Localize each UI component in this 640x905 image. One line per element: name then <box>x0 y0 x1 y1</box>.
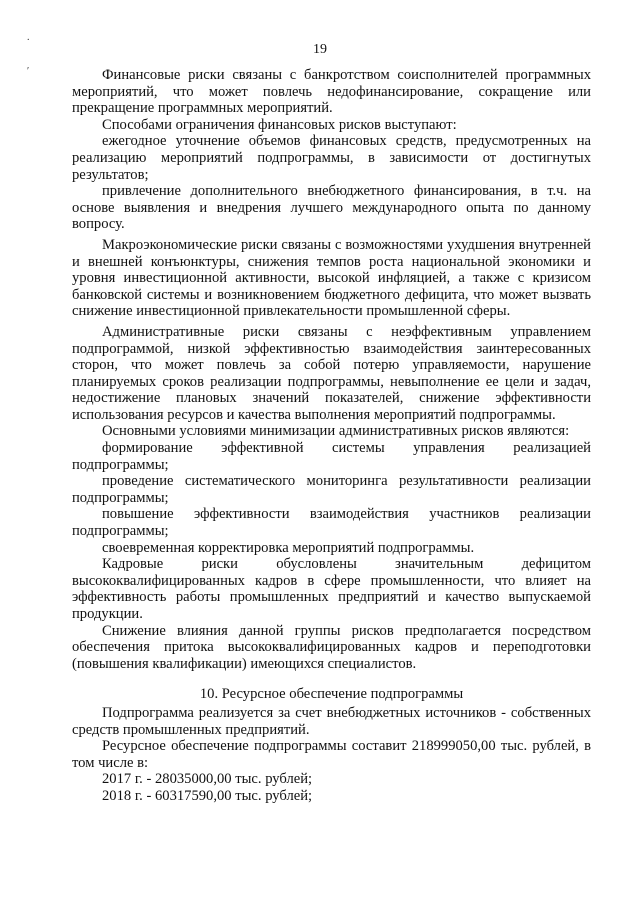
section-heading: 10. Ресурсное обеспечение подпрограммы <box>199 686 464 703</box>
paragraph-personnel-risks: Кадровые риски обусловлены значительным дефицитом высококвалифицированных кадров в сфере промышленности, что влияет на эффективность работы промышленных предприятий и качество выпускаемой продукции. <box>72 556 591 622</box>
paragraph-funding-source: Подпрограмма реализуется за счет внебюджетных источников - собственных средств промышленных предприятий. <box>72 704 591 738</box>
page-number: 19 <box>313 42 327 57</box>
funding-line-2018: 2018 г. - 60317590,00 тыс. рублей; <box>102 787 313 804</box>
margin-mark: . <box>27 32 30 43</box>
margin-mark: ′ <box>27 66 30 77</box>
paragraph-management-system: формирование эффективной системы управления реализацией подпрограммы; <box>72 440 591 473</box>
paragraph-interaction: повышение эффективности взаимодействия участников реализации подпрограммы; <box>72 506 591 540</box>
paragraph-administrative-risks: Административные риски связаны с неэффективным управлением подпрограммой, низкой эффективностью взаимодействия заинтересованных сторон, что может повлечь за собой потерю управляемости, нарушение планируемых сроков реализации подпрограммы, невыполнение ее цели и задач, недостижение плановых значений показателей, снижение эффективности использования ресурсов и качества выполнения мероприятий подпрограммы. <box>72 323 591 423</box>
paragraph-extrabudget-funding: привлечение дополнительного внебюджетного финансирования, в т.ч. на основе выявления и внедрения лучшего международного опыта по данному вопросу. <box>72 183 591 233</box>
paragraph-admin-conditions-intro: Основными условиями минимизации административных рисков являются: <box>102 423 570 440</box>
paragraph-financial-risks: Финансовые риски связаны с банкротством соисполнителей программных мероприятий, что может повлечь недофинансирование, сокращение или прекращение программных мероприятий. <box>72 67 591 117</box>
funding-line-2017: 2017 г. - 28035000,00 тыс. рублей; <box>102 771 313 788</box>
paragraph-financial-limits-intro: Способами ограничения финансовых рисков выступают: <box>102 116 457 133</box>
paragraph-risk-mitigation: Снижение влияния данной группы рисков предполагается посредством обеспечения притока высококвалифицированных кадров и переподготовки (повышения квалификации) имеющихся специалистов. <box>72 622 591 672</box>
document-body <box>72 67 591 805</box>
paragraph-annual-refinement: ежегодное уточнение объемов финансовых средств, предусмотренных на реализацию мероприятий подпрограммы, в зависимости от достигнутых результатов; <box>72 133 591 183</box>
paragraph-monitoring: проведение систематического мониторинга результативности реализации подпрограммы; <box>72 473 591 506</box>
paragraph-adjustment: своевременная корректировка мероприятий подпрограммы. <box>102 539 475 556</box>
paragraph-macroeconomic-risks: Макроэкономические риски связаны с возможностями ухудшения внутренней и внешней конъюнктуры, снижения темпов роста национальной экономики и уровня инвестиционной активности, высокой инфляцией, а также с кризисом банковской системы и возникновением бюджетного дефицита, что может вызвать снижение инвестиционной привлекательности промышленной сферы. <box>72 236 591 320</box>
paragraph-funding-total: Ресурсное обеспечение подпрограммы составит 218999050,00 тыс. рублей, в том числе в: <box>72 738 591 771</box>
